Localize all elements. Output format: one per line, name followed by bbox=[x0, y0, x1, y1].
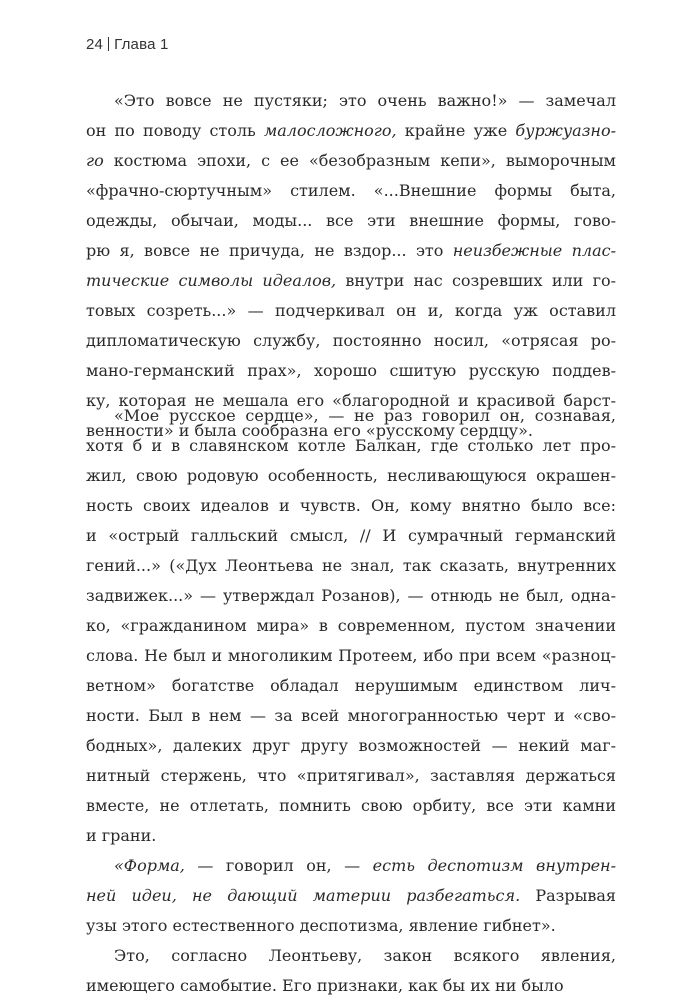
text-run: ку, которая не мешала его «благородной и красивой барст- bbox=[86, 391, 616, 410]
italic-text: го bbox=[86, 151, 104, 170]
text-run: гений...» («Дух Леонтьева не знал, так сказать, внутренних bbox=[86, 556, 616, 575]
text-run: хотя б и в славянском котле Балкан, где столько лет про- bbox=[86, 436, 616, 455]
text-run: жил, свою родовую особенность, несливающуюся окрашен- bbox=[86, 466, 616, 485]
text-line bbox=[86, 611, 616, 641]
text-line bbox=[86, 116, 616, 146]
text-line bbox=[86, 431, 616, 461]
text-run: рю я, вовсе не причуда, не вздор... это bbox=[86, 241, 453, 260]
text-line bbox=[86, 356, 616, 386]
text-run: дипломатическую службу, постоянно носил, «отрясая ро- bbox=[86, 331, 616, 350]
italic-text: есть деспотизм внутрен- bbox=[372, 856, 617, 875]
text-run: ности. Был в нем — за всей многогранностью черт и «сво- bbox=[86, 706, 616, 725]
text-run: Это, согласно Леонтьеву, закон всякого явления, bbox=[114, 946, 616, 965]
text-run: слова. Не был и многоликим Протеем, ибо при всем «разноц- bbox=[86, 646, 616, 665]
text-line bbox=[86, 791, 616, 821]
text-line bbox=[86, 86, 616, 116]
paragraph-2 bbox=[86, 401, 616, 1001]
text-run: задвижек...» — утверждал Розанов), — отнюдь не был, одна- bbox=[86, 586, 616, 605]
text-line bbox=[86, 731, 616, 761]
italic-text: «Форма, bbox=[114, 856, 185, 875]
text-line bbox=[86, 821, 616, 851]
text-run: он по поводу столь bbox=[86, 121, 264, 140]
text-line bbox=[86, 296, 616, 326]
running-head bbox=[86, 36, 169, 53]
text-line bbox=[86, 701, 616, 731]
text-run: костюма эпохи, с ее «безобразным кепи», выморочным bbox=[103, 151, 616, 170]
text-run: ветном» богатстве обладал нерушимым единством лич- bbox=[86, 676, 616, 695]
text-line bbox=[86, 881, 616, 911]
italic-text: ней идеи, не дающий материи разбегаться. bbox=[86, 886, 521, 905]
text-line bbox=[86, 641, 616, 671]
text-run: крайне уже bbox=[396, 121, 516, 140]
text-line bbox=[86, 146, 616, 176]
italic-text: тические символы идеалов, bbox=[86, 271, 337, 290]
text-run: узы этого естественного деспотизма, явление гибнет». bbox=[86, 916, 556, 935]
text-run: ко, «гражданином мира» в современном, пустом значении bbox=[86, 616, 616, 635]
italic-text: малосложного, bbox=[263, 121, 397, 140]
text-run: мано-германский прах», хорошо сшитую русскую поддев- bbox=[86, 361, 616, 380]
text-line bbox=[86, 971, 616, 1001]
text-line bbox=[86, 461, 616, 491]
italic-text: буржуазно- bbox=[515, 121, 616, 140]
text-run: бодных», далеких друг другу возможностей — некий маг- bbox=[86, 736, 616, 755]
text-run: «фрачно-сюртучным» стилем. «...Внешние формы быта, bbox=[86, 181, 616, 200]
text-line bbox=[86, 551, 616, 581]
italic-text: неизбежные плас- bbox=[452, 241, 617, 260]
text-line bbox=[86, 671, 616, 701]
text-run: и грани. bbox=[86, 826, 157, 845]
text-run: — говорил он, — bbox=[184, 856, 373, 875]
text-run: имеющего самобытие. Его признаки, как бы их ни было bbox=[86, 976, 564, 995]
text-run: ность своих идеалов и чувств. Он, кому внятно было все: bbox=[86, 496, 616, 515]
text-line bbox=[86, 911, 616, 941]
paragraph-1 bbox=[86, 86, 616, 446]
text-line bbox=[86, 236, 616, 266]
text-run: и «острый галльский смысл, // И сумрачный германский bbox=[86, 526, 616, 545]
text-line bbox=[86, 206, 616, 236]
text-run: нитный стержень, что «притягивал», заставляя держаться bbox=[86, 766, 616, 785]
text-line bbox=[86, 851, 616, 881]
text-line bbox=[86, 266, 616, 296]
text-line bbox=[86, 401, 616, 431]
page-number: 24 bbox=[86, 36, 104, 53]
text-run: венности» и была сообразна его «русскому сердцу». bbox=[86, 421, 533, 440]
text-line bbox=[86, 491, 616, 521]
text-line bbox=[86, 941, 616, 971]
text-line bbox=[86, 581, 616, 611]
text-run: вместе, не отлетать, помнить свою орбиту, все эти камни bbox=[86, 796, 616, 815]
header-separator bbox=[108, 37, 109, 51]
text-run: «Это вовсе не пустяки; это очень важно!» — замечал bbox=[114, 91, 616, 110]
text-run: внутри нас созревших или го- bbox=[336, 271, 616, 290]
text-run: Разрывая bbox=[520, 886, 616, 905]
text-line bbox=[86, 326, 616, 356]
text-run: «Мое русское сердце», — не раз говорил он, сознавая, bbox=[114, 406, 616, 425]
text-line bbox=[86, 176, 616, 206]
text-run: одежды, обычаи, моды... все эти внешние формы, гово- bbox=[86, 211, 616, 230]
text-line bbox=[86, 761, 616, 791]
text-run: товых созреть...» — подчеркивал он и, когда уж оставил bbox=[86, 301, 616, 320]
text-line bbox=[86, 521, 616, 551]
chapter-title: Глава 1 bbox=[114, 36, 169, 53]
